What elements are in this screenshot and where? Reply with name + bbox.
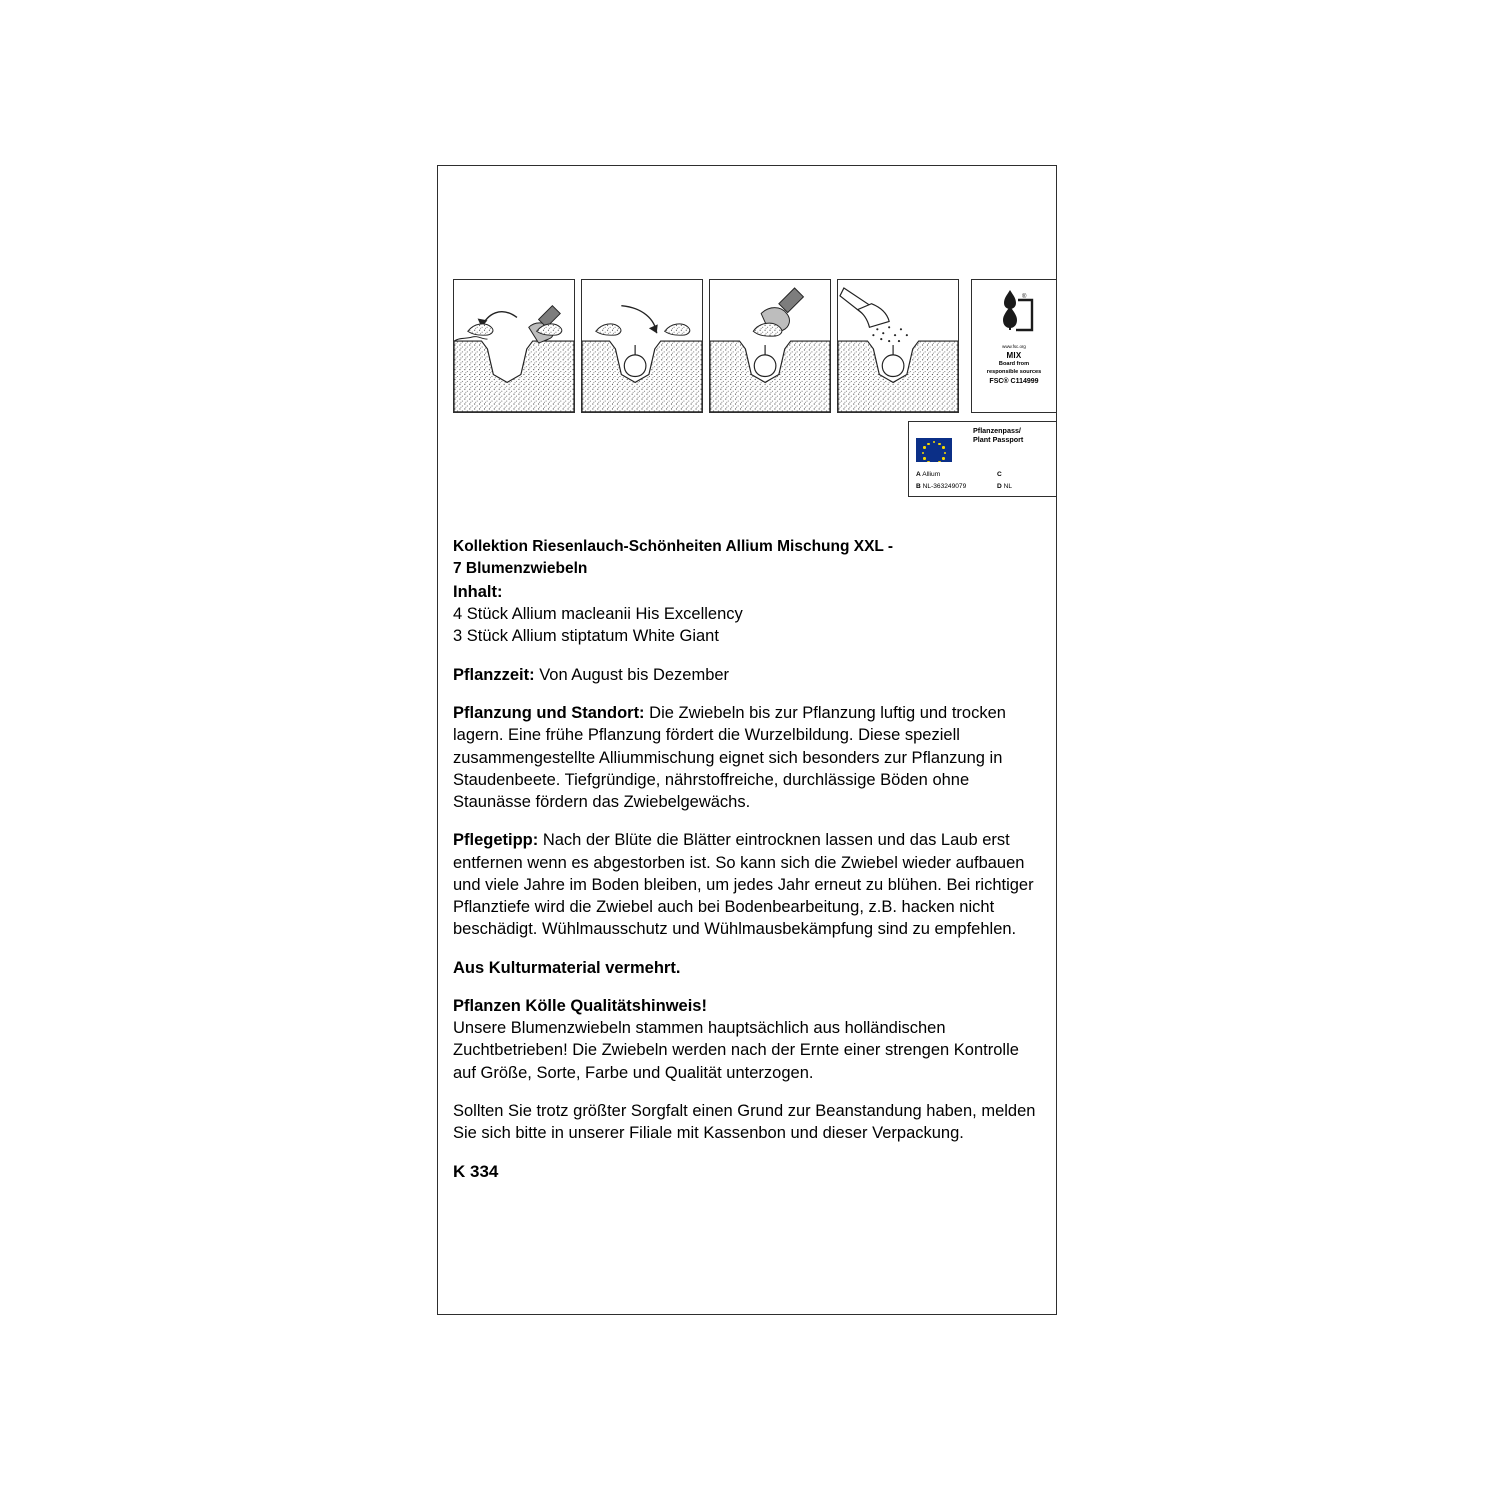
complaint-text: Sollten Sie trotz größter Sorgfalt einen Grund zur Beanstandung haben, melden Sie sich bitte in unserer Filiale mit Kassenbon und dieser Verpackung. bbox=[453, 1101, 1036, 1143]
contents-heading: Inhalt: bbox=[453, 582, 503, 601]
plant-passport-box bbox=[908, 421, 1057, 497]
fsc-url: www.fsc.org bbox=[1002, 344, 1026, 349]
plant-passport-d-value: NL bbox=[1003, 483, 1013, 490]
care-tip-label: Pflegetipp: bbox=[453, 831, 539, 850]
fsc-sub-line-2: responsible sources bbox=[986, 368, 1042, 375]
plant-passport-field-b bbox=[916, 483, 966, 490]
product-description-text bbox=[453, 536, 1043, 1183]
plant-passport-a-key: A bbox=[916, 471, 921, 478]
plant-passport-title bbox=[973, 426, 1051, 445]
pictogram-drop-bulb-into-hole bbox=[581, 279, 703, 413]
pictogram-cover-hole-with-soil bbox=[709, 279, 831, 413]
planting-time-value: Von August bis Dezember bbox=[539, 665, 730, 684]
quality-text: Unsere Blumenzwiebeln stammen hauptsächlich aus holländischen Zuchtbetrieben! Die Zwiebeln werden nach der Ernte einer strengen Kontrolle auf Größe, Sorte, Farbe und Qualität unterzogen. bbox=[453, 1019, 1019, 1082]
plant-passport-b-key: B bbox=[916, 483, 921, 490]
plant-passport-c-key: C bbox=[997, 471, 1002, 478]
fsc-sub-line-1: Board from bbox=[998, 361, 1030, 367]
care-tip-text: Nach der Blüte die Blätter eintrocknen lassen und das Laub erst entfernen wenn es abgestorben ist. So kann sich die Zwiebel wieder aufbauen und viele Jahre im Boden bleiben, um jedes Jahr erneut zu blühen. Bei richtiger Pflanztiefe wird die Zwiebel auch bei Bodenbearbeitung, z.B. hacken nicht beschädigt. Wühlmausschutz und Wühlmausbekämpfung sind zu empfehlen. bbox=[453, 831, 1034, 939]
fsc-mix-label: MIX bbox=[1006, 351, 1022, 360]
planting-location-row bbox=[453, 702, 1043, 813]
contents-item-1: 4 Stück Allium macleanii His Excellency bbox=[453, 605, 743, 624]
eu-flag-icon bbox=[916, 438, 952, 462]
contents-item-2: 3 Stück Allium stiptatum White Giant bbox=[453, 627, 719, 646]
planting-location-label: Pflanzung und Standort: bbox=[453, 704, 645, 722]
article-code: K 334 bbox=[453, 1161, 499, 1181]
product-title-line-2: 7 Blumenzwiebeln bbox=[453, 560, 588, 578]
plant-passport-b-value: NL-363249079 bbox=[922, 483, 967, 490]
pictogram-water-planted-bulb bbox=[837, 279, 959, 413]
fsc-logo-icon bbox=[972, 286, 1056, 349]
svg-text:®: ® bbox=[1022, 294, 1027, 300]
planting-instruction-pictograms bbox=[453, 279, 959, 413]
product-title-line-1: Kollektion Riesenlauch-Schönheiten Allium Mischung XXL - bbox=[453, 538, 894, 555]
care-tip-row bbox=[453, 829, 1043, 940]
planting-time-row bbox=[453, 664, 1043, 686]
propagation-note: Aus Kulturmaterial vermehrt. bbox=[453, 958, 681, 977]
plant-passport-title-en: Plant Passport bbox=[973, 435, 1024, 445]
product-label-panel bbox=[437, 165, 1057, 1315]
pictogram-dig-hole-with-trowel bbox=[453, 279, 575, 413]
plant-passport-d-key: D bbox=[997, 483, 1002, 490]
plant-passport-field-d bbox=[997, 483, 1012, 490]
planting-time-label: Pflanzzeit: bbox=[453, 665, 535, 684]
planting-location-text: Die Zwiebeln bis zur Pflanzung luftig und trocken lagern. Eine frühe Pflanzung fördert die Wurzelbildung. Diese speziell zusammengestellte Alliummischung eignet sich besonders zur Pflanzung in Staudenbeete. Tiefgründige, nährstoffreiche, durchlässige Böden ohne Staunässe fördern das Zwiebelgewächs. bbox=[453, 704, 1006, 812]
fsc-license-code: FSC® C114999 bbox=[989, 377, 1039, 385]
plant-passport-field-a bbox=[916, 471, 940, 478]
fsc-certification-box bbox=[971, 279, 1057, 413]
plant-passport-a-value: Allium bbox=[922, 471, 941, 478]
plant-passport-title-de: Pflanzenpass/ bbox=[973, 426, 1021, 435]
quality-heading: Pflanzen Kölle Qualitätshinweis! bbox=[453, 996, 707, 1015]
